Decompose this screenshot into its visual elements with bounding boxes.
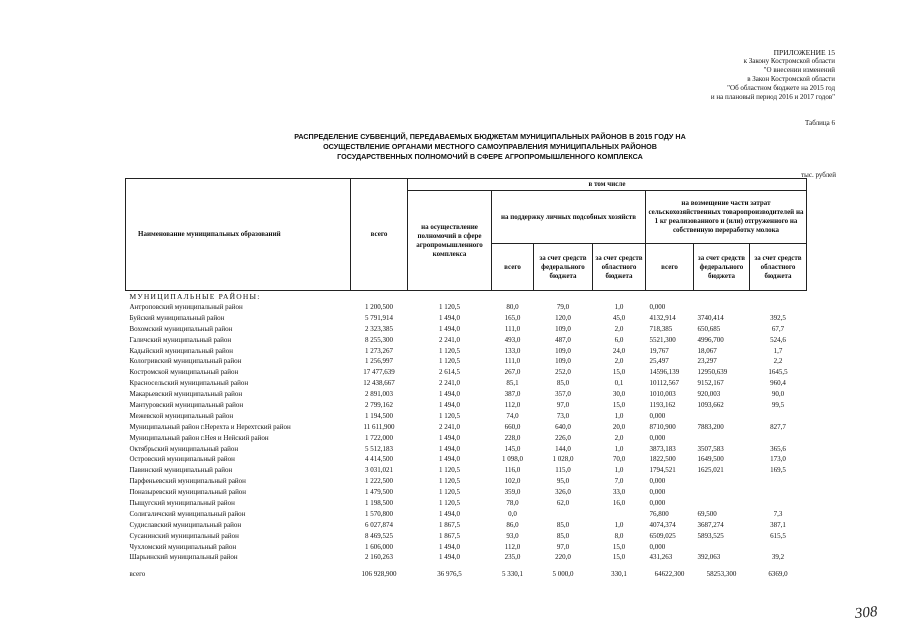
milk-federal-cell: 920,003: [697, 390, 721, 399]
milk-total-cell: 4132,914: [649, 313, 676, 322]
total-row: [126, 563, 807, 580]
households-regional-cell: 2,0: [614, 433, 624, 442]
subsidy-table: [125, 178, 807, 580]
header-including: в том числе: [408, 179, 807, 191]
milk-regional-cell: 173,0: [770, 455, 786, 464]
appendix-block: [711, 48, 835, 102]
table-row: [126, 552, 807, 563]
households-regional-cell: 20,0: [612, 422, 626, 431]
milk-federal-cell: 23,297: [697, 357, 717, 366]
municipality-name: Шарьинский муниципальный район: [129, 553, 238, 562]
milk-federal-cell: [694, 302, 750, 313]
agro-cell: 2 614,5: [439, 368, 460, 377]
households-regional-cell: 15,0: [612, 400, 626, 409]
milk-regional-cell: [750, 487, 807, 498]
agro-cell: 1 120,5: [439, 411, 460, 420]
header-milk-regional: за счет средств областного бюджета: [750, 244, 807, 291]
table-row: [126, 444, 807, 455]
agro-cell: 2 241,0: [439, 422, 460, 431]
households-federal-cell: 252,0: [555, 368, 571, 377]
households-federal-cell: 220,0: [555, 553, 571, 562]
milk-total-cell: 14596,139: [649, 368, 680, 377]
milk-total-cell: 0,000: [649, 477, 666, 486]
households-total-cell: 235,0: [504, 553, 521, 562]
municipality-name: Мантуровский муниципальный район: [129, 400, 244, 409]
milk-federal-cell: 69,500: [697, 509, 717, 518]
table-row: [126, 465, 807, 476]
municipality-name: Кадыйский муниципальный район: [129, 346, 234, 355]
total-cell: 1 194,500: [365, 411, 393, 420]
table-row: [126, 520, 807, 531]
agro-cell: 1 120,5: [439, 488, 460, 497]
agro-cell: 1 867,5: [439, 520, 460, 529]
milk-total-cell: 5521,300: [649, 335, 676, 344]
total-cell: 1 198,500: [365, 498, 393, 507]
total-households-regional-cell: 330,1: [611, 570, 627, 579]
milk-federal-cell: [694, 498, 750, 509]
milk-total-cell: 1794,521: [649, 466, 676, 475]
households-regional-cell: 1,0: [614, 520, 624, 529]
header-total: всего: [351, 179, 408, 291]
households-federal-cell: 73,0: [556, 411, 570, 420]
title-line: ОСУЩЕСТВЛЕНИЕ ОРГАНАМИ МЕСТНОГО САМОУПРАВЛЕНИЯ МУНИЦИПАЛЬНЫХ РАЙОНОВ: [323, 142, 657, 151]
milk-regional-cell: 39,2: [771, 553, 785, 562]
agro-cell: 1 867,5: [439, 531, 460, 540]
agro-cell: 1 494,0: [439, 444, 460, 453]
milk-total-cell: 0,000: [649, 411, 666, 420]
milk-federal-cell: [694, 487, 750, 498]
households-total-cell: 387,0: [504, 390, 521, 399]
households-regional-cell: 15,0: [612, 368, 626, 377]
appendix-line: и на плановый период 2016 и 2017 годов": [710, 93, 835, 101]
agro-cell: 1 120,5: [439, 498, 460, 507]
agro-cell: 1 494,0: [439, 455, 460, 464]
milk-regional-cell: [750, 302, 807, 313]
total-cell: 1 606,000: [365, 542, 393, 551]
milk-total-cell: 0,000: [649, 302, 666, 311]
milk-federal-cell: 1625,021: [697, 466, 724, 475]
total-cell: 8 255,300: [365, 335, 393, 344]
milk-federal-cell: [694, 411, 750, 422]
households-regional-cell: 2,0: [614, 357, 624, 366]
milk-regional-cell: 99,5: [771, 400, 785, 409]
municipality-name: Сусанинский муниципальный район: [129, 531, 239, 540]
households-regional-cell: 0,1: [614, 379, 624, 388]
households-total-cell: 80,0: [506, 302, 519, 311]
table-row: [126, 367, 807, 378]
milk-regional-cell: 387,1: [770, 520, 786, 529]
appendix-line: "Об областном бюджете на 2015 год: [727, 84, 835, 92]
milk-federal-cell: 392,063: [697, 553, 721, 562]
households-regional-cell: 15,0: [612, 553, 626, 562]
header-agro: на осуществление полномочий в сфере агропромышленного комплекса: [408, 191, 492, 291]
agro-cell: 1 120,5: [439, 357, 460, 366]
appendix-line: в Закон Костромской области: [747, 75, 835, 83]
total-cell: 5 791,914: [365, 313, 393, 322]
municipality-name: Чухломский муниципальный район: [129, 542, 237, 551]
milk-regional-cell: [750, 498, 807, 509]
milk-federal-cell: 650,685: [697, 324, 721, 333]
total-cell: 8 469,525: [365, 531, 393, 540]
municipality-name: Судиславский муниципальный район: [129, 520, 242, 529]
households-federal-cell: 85,0: [556, 520, 570, 529]
table-row: [126, 498, 807, 509]
milk-federal-cell: 5893,525: [697, 531, 724, 540]
municipality-name: Галичский муниципальный район: [129, 335, 232, 344]
milk-total-cell: 431,263: [649, 553, 673, 562]
section-row: [126, 291, 807, 303]
appendix-line: к Закону Костромской области: [743, 57, 835, 65]
header-milk: на возмещение части затрат сельскохозяйственных товаропроизводителей на 1 кг реализованного и (или) отгруженного на собственную переработку молока: [646, 191, 807, 244]
households-regional-cell: 7,0: [614, 477, 624, 486]
households-total-cell: 359,0: [504, 488, 521, 497]
header-households: на поддержку личных подсобных хозяйств: [492, 191, 646, 244]
households-total-cell: 145,0: [504, 444, 521, 453]
total-cell: 12 438,667: [363, 379, 395, 388]
households-regional-cell: 15,0: [612, 542, 626, 551]
municipality-name: Макарьевский муниципальный район: [129, 390, 243, 399]
milk-federal-cell: 18,067: [697, 346, 717, 355]
title-line: ГОСУДАРСТВЕННЫХ ПОЛНОМОЧИЙ В СФЕРЕ АГРОПРОМЫШЛЕННОГО КОМПЛЕКСА: [337, 152, 643, 161]
agro-cell: 1 494,0: [439, 542, 460, 551]
households-federal-cell: 109,0: [555, 324, 571, 333]
table-row: [126, 542, 807, 553]
total-cell: 17 477,639: [363, 368, 395, 377]
table-row: [126, 356, 807, 367]
table-row: [126, 476, 807, 487]
households-total-cell: 74,0: [506, 411, 519, 420]
section-title: МУНИЦИПАЛЬНЫЕ РАЙОНЫ:: [129, 292, 261, 301]
households-federal-cell: 109,0: [555, 346, 571, 355]
households-total-cell: 112,0: [504, 542, 521, 551]
milk-regional-cell: [750, 476, 807, 487]
households-regional-cell: 33,0: [612, 488, 626, 497]
households-total-cell: 86,0: [506, 520, 519, 529]
milk-total-cell: 0,000: [649, 488, 666, 497]
agro-cell: 1 494,0: [439, 433, 460, 442]
agro-cell: 2 241,0: [439, 379, 460, 388]
households-federal-cell: 62,0: [556, 498, 570, 507]
agro-cell: 1 120,5: [439, 346, 460, 355]
households-federal-cell: 115,0: [555, 466, 571, 475]
total-cell: 4 414,500: [365, 455, 393, 464]
municipality-name: Буйский муниципальный район: [129, 313, 225, 322]
milk-regional-cell: 827,7: [770, 422, 786, 431]
milk-federal-cell: 12950,639: [697, 368, 728, 377]
agro-cell: 1 494,0: [439, 400, 460, 409]
title-line: РАСПРЕДЕЛЕНИЕ СУБВЕНЦИЙ, ПЕРЕДАВАЕМЫХ БЮДЖЕТАМ МУНИЦИПАЛЬНЫХ РАЙОНОВ В 2015 ГОДУ НА: [294, 132, 686, 141]
households-federal-cell: [534, 509, 593, 520]
households-total-cell: 112,0: [504, 400, 521, 409]
milk-regional-cell: [750, 542, 807, 553]
table-row: [126, 324, 807, 335]
households-regional-cell: 24,0: [612, 346, 626, 355]
milk-regional-cell: 67,7: [771, 324, 785, 333]
total-milk-regional-cell: 6369,0: [768, 570, 788, 579]
households-total-cell: 85,1: [506, 379, 519, 388]
households-total-cell: 660,0: [504, 422, 521, 431]
municipality-name: Солигаличский муниципальный район: [129, 509, 246, 518]
total-cell: 1 570,800: [365, 509, 393, 518]
table-row: [126, 422, 807, 433]
agro-cell: 1 494,0: [439, 553, 460, 562]
households-regional-cell: 45,0: [612, 313, 626, 322]
households-total-cell: 93,0: [506, 531, 519, 540]
header-milk-federal: за счет средств федерального бюджета: [694, 244, 750, 291]
households-federal-cell: 97,0: [556, 400, 570, 409]
households-total-cell: 111,0: [504, 324, 521, 333]
households-federal-cell: 109,0: [555, 357, 571, 366]
milk-total-cell: 6509,025: [649, 531, 676, 540]
households-federal-cell: 640,0: [555, 422, 571, 431]
table-row: [126, 411, 807, 422]
households-federal-cell: 85,0: [556, 379, 570, 388]
households-federal-cell: 97,0: [556, 542, 570, 551]
milk-total-cell: 0,000: [649, 433, 666, 442]
total-milk-federal-cell: 58253,300: [706, 570, 737, 579]
agro-cell: 1 120,5: [439, 302, 460, 311]
households-total-cell: 267,0: [504, 368, 521, 377]
milk-total-cell: 1193,162: [649, 400, 676, 409]
milk-federal-cell: 3740,414: [697, 313, 724, 322]
total-households-total-cell: 5 330,1: [502, 570, 523, 579]
agro-cell: 1 120,5: [439, 466, 460, 475]
milk-federal-cell: [694, 542, 750, 553]
households-regional-cell: 1,0: [614, 444, 624, 453]
appendix-heading: ПРИЛОЖЕНИЕ 15: [773, 48, 835, 57]
milk-total-cell: 718,385: [649, 324, 673, 333]
households-federal-cell: 357,0: [555, 390, 571, 399]
milk-total-cell: 4074,374: [649, 520, 676, 529]
table-row: [126, 378, 807, 389]
households-regional-cell: 16,0: [612, 498, 626, 507]
page-number: 308: [853, 603, 878, 623]
milk-federal-cell: 4996,700: [697, 335, 724, 344]
table-body: [126, 291, 807, 581]
table-row: [126, 313, 807, 324]
total-cell: 1 200,500: [365, 302, 393, 311]
households-total-cell: 133,0: [504, 346, 521, 355]
header-households-total: всего: [492, 244, 534, 291]
households-regional-cell: 1,0: [614, 466, 624, 475]
households-total-cell: 78,0: [506, 498, 519, 507]
municipality-name: Муниципальный район г.Нерехта и Нерехтский район: [129, 422, 291, 431]
total-agro-cell: 36 976,5: [437, 570, 462, 579]
table-row: [126, 433, 807, 444]
households-federal-cell: 487,0: [555, 335, 571, 344]
households-regional-cell: 1,0: [614, 411, 624, 420]
municipality-name: Парфеньевский муниципальный район: [129, 477, 246, 486]
municipality-name: Кологривский муниципальный район: [129, 357, 242, 366]
header-households-regional: за счет средств областного бюджета: [593, 244, 646, 291]
municipality-name: Межевской муниципальный район: [129, 411, 234, 420]
total-cell: 11 611,900: [363, 422, 395, 431]
header-households-federal: за счет средств федерального бюджета: [534, 244, 593, 291]
households-total-cell: 116,0: [504, 466, 521, 475]
milk-regional-cell: 2,2: [773, 357, 783, 366]
milk-regional-cell: [750, 433, 807, 444]
total-cell: 1 273,267: [365, 346, 393, 355]
households-total-cell: 1 098,0: [502, 455, 523, 464]
households-total-cell: 493,0: [504, 335, 521, 344]
households-regional-cell: 6,0: [614, 335, 624, 344]
households-total-cell: 228,0: [504, 433, 521, 442]
total-cell: 1 722,000: [365, 433, 393, 442]
milk-regional-cell: 524,6: [770, 335, 786, 344]
total-cell: 2 323,385: [365, 324, 393, 333]
households-total-cell: 165,0: [504, 313, 521, 322]
households-regional-cell: [593, 509, 646, 520]
milk-federal-cell: 9152,167: [697, 379, 724, 388]
municipality-name: Островский муниципальный район: [129, 455, 235, 464]
milk-regional-cell: 1,7: [773, 346, 783, 355]
table-row: [126, 509, 807, 520]
milk-regional-cell: 7,3: [773, 509, 783, 518]
milk-total-cell: 76,800: [649, 509, 669, 518]
households-federal-cell: 226,0: [555, 433, 571, 442]
milk-total-cell: 1010,003: [649, 390, 676, 399]
municipality-name: Пыщугский муниципальный район: [129, 498, 235, 507]
milk-regional-cell: 90,0: [771, 390, 785, 399]
municipality-name: Красносельский муниципальный район: [129, 379, 249, 388]
total-cell: 3 031,021: [365, 466, 393, 475]
municipality-name: Павинский муниципальный район: [129, 466, 233, 475]
table-number: Таблица 6: [805, 119, 835, 127]
total-cell: 2 799,162: [365, 400, 393, 409]
table-row: [126, 531, 807, 542]
total-cell: 1 256,997: [365, 357, 393, 366]
total-total-cell: 106 928,900: [361, 570, 397, 579]
municipality-name: Муниципальный район г.Нея и Нейский район: [129, 433, 269, 442]
milk-regional-cell: 1645,5: [768, 368, 788, 377]
milk-federal-cell: [694, 476, 750, 487]
total-cell: 1 222,500: [365, 477, 393, 486]
total-cell: 6 027,874: [365, 520, 393, 529]
table-row: [126, 400, 807, 411]
households-regional-cell: 1,0: [614, 302, 624, 311]
milk-federal-cell: 3507,583: [697, 444, 724, 453]
table-row: [126, 346, 807, 357]
agro-cell: 1 494,0: [439, 509, 460, 518]
milk-total-cell: 19,767: [649, 346, 669, 355]
total-cell: 2 160,263: [365, 553, 393, 562]
households-total-cell: 102,0: [504, 477, 521, 486]
households-regional-cell: 8,0: [614, 531, 624, 540]
agro-cell: 1 494,0: [439, 390, 460, 399]
table-row: [126, 302, 807, 313]
milk-total-cell: 1822,500: [649, 455, 676, 464]
households-federal-cell: 79,0: [556, 302, 570, 311]
units-label: тыс. рублей: [801, 171, 836, 179]
households-federal-cell: 95,0: [556, 477, 570, 486]
households-regional-cell: 30,0: [612, 390, 626, 399]
households-federal-cell: 85,0: [556, 531, 570, 540]
municipality-name: Октябрьский муниципальный район: [129, 444, 239, 453]
agro-cell: 1 120,5: [439, 477, 460, 486]
milk-federal-cell: 3687,274: [697, 520, 724, 529]
table-row: [126, 454, 807, 465]
total-households-federal-cell: 5 000,0: [552, 570, 574, 579]
households-regional-cell: 2,0: [614, 324, 624, 333]
milk-federal-cell: 1093,662: [697, 400, 724, 409]
households-regional-cell: 70,0: [612, 455, 626, 464]
milk-total-cell: 8710,900: [649, 422, 676, 431]
municipality-name: Костромской муниципальный район: [129, 368, 239, 377]
milk-total-cell: 25,497: [649, 357, 669, 366]
households-federal-cell: 326,0: [555, 488, 571, 497]
municipality-name: Антроповский муниципальный район: [129, 302, 243, 311]
milk-regional-cell: 392,5: [770, 313, 786, 322]
households-total-cell: 0,0: [508, 509, 517, 518]
milk-regional-cell: 960,4: [770, 379, 786, 388]
header-name: Наименование муниципальных образований: [126, 179, 351, 291]
milk-total-cell: 0,000: [649, 542, 666, 551]
milk-regional-cell: 615,5: [770, 531, 786, 540]
total-cell: 5 512,183: [365, 444, 393, 453]
agro-cell: 2 241,0: [439, 335, 460, 344]
total-cell: 1 479,500: [365, 488, 393, 497]
households-federal-cell: 144,0: [555, 444, 571, 453]
table-row: [126, 335, 807, 346]
milk-total-cell: 10112,567: [649, 379, 679, 388]
table-row: [126, 389, 807, 400]
appendix-line: "О внесении изменений: [763, 66, 835, 74]
households-federal-cell: 120,0: [555, 313, 571, 322]
agro-cell: 1 494,0: [439, 313, 460, 322]
table-row: [126, 487, 807, 498]
agro-cell: 1 494,0: [439, 324, 460, 333]
milk-regional-cell: 365,6: [770, 444, 786, 453]
milk-federal-cell: [694, 433, 750, 444]
milk-total-cell: 3873,183: [649, 444, 676, 453]
households-federal-cell: 1 028,0: [552, 455, 574, 464]
total-milk-total-cell: 64622,300: [654, 570, 685, 579]
milk-federal-cell: 7883,200: [697, 422, 724, 431]
households-total-cell: 111,0: [504, 357, 521, 366]
milk-federal-cell: 1649,500: [697, 455, 724, 464]
municipality-name: Поназыревский муниципальный район: [129, 488, 247, 497]
header-milk-total: всего: [646, 244, 694, 291]
milk-total-cell: 0,000: [649, 498, 666, 507]
milk-regional-cell: 169,5: [770, 466, 786, 475]
total-cell: 2 891,003: [365, 390, 393, 399]
total-label: всего: [129, 570, 146, 579]
milk-regional-cell: [750, 411, 807, 422]
municipality-name: Вохомский муниципальный район: [129, 324, 233, 333]
document-title: [240, 132, 740, 162]
